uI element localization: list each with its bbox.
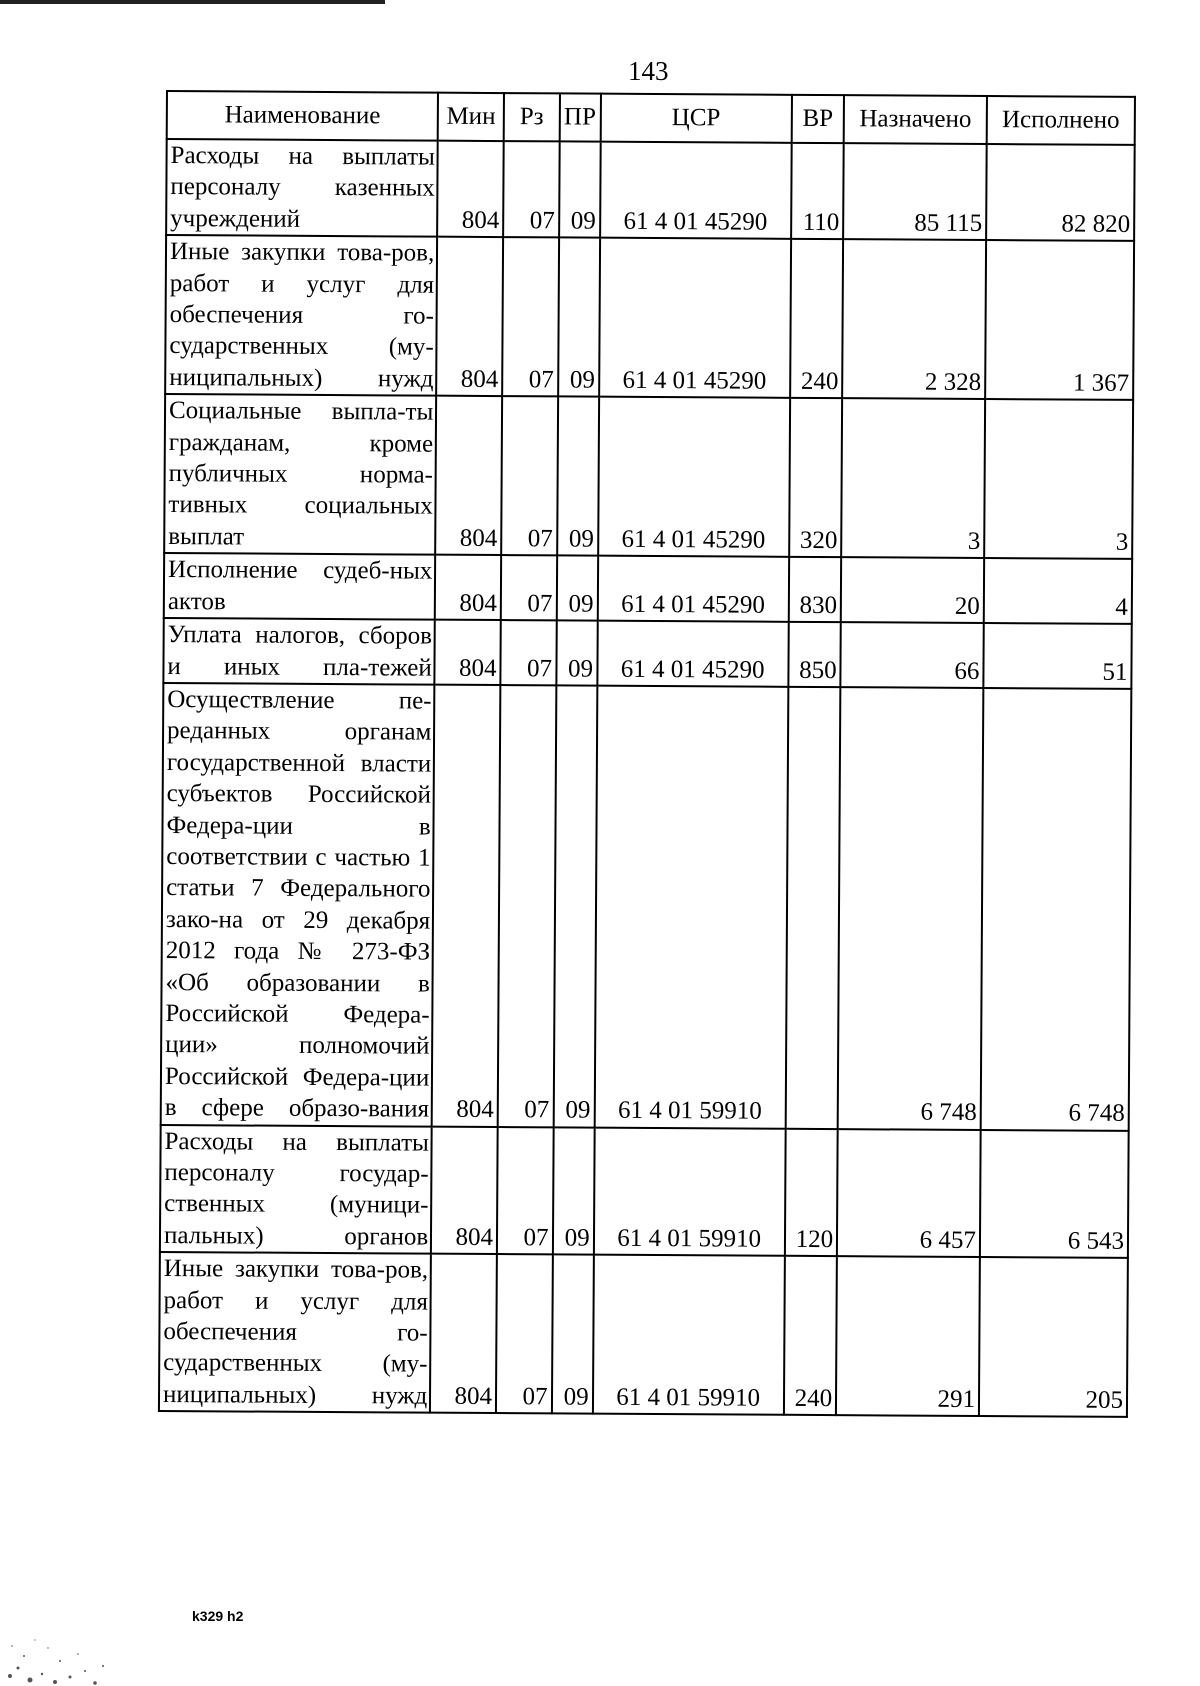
row-assigned-cell: 3 — [841, 398, 985, 558]
row-min-cell: 804 — [437, 141, 503, 238]
row-assigned-cell: 85 115 — [843, 143, 986, 240]
table-row — [161, 683, 1132, 1131]
header-csr: ЦСР — [600, 94, 791, 143]
row-executed-cell: 4 — [984, 558, 1132, 624]
row-assigned-cell: 6 748 — [838, 687, 984, 1130]
row-pr-cell: 09 — [553, 685, 597, 1127]
row-rz-cell: 07 — [503, 141, 559, 238]
row-csr-cell: 61 4 01 59910 — [594, 1127, 786, 1256]
row-name-cell: Расходы на выплаты персоналу казенных учреждений — [166, 139, 438, 237]
row-rz-cell: 07 — [501, 555, 557, 620]
row-assigned-cell: 20 — [841, 557, 984, 623]
row-csr-cell: 61 4 01 59910 — [594, 686, 788, 1129]
page-number: 143 — [628, 56, 669, 86]
header-vr: ВР — [791, 95, 844, 143]
row-assigned-cell: 291 — [836, 1256, 980, 1416]
scan-noise — [0, 1556, 120, 1686]
header-assigned: Назначено — [844, 95, 987, 144]
row-pr-cell: 09 — [552, 1127, 594, 1255]
table-row — [164, 394, 1133, 559]
row-min-cell: 804 — [436, 237, 503, 396]
row-csr-cell: 61 4 01 45290 — [600, 142, 792, 239]
header-pr: ПР — [559, 93, 600, 141]
row-min-cell: 804 — [432, 685, 500, 1127]
table-body — [159, 139, 1135, 1417]
row-min-cell: 804 — [431, 1126, 498, 1254]
table-row — [163, 618, 1131, 689]
table-row — [160, 1125, 1129, 1259]
row-csr-cell: 61 4 01 45290 — [599, 238, 791, 398]
row-vr-cell: 850 — [788, 622, 841, 687]
row-rz-cell: 07 — [498, 685, 556, 1127]
row-min-cell: 804 — [430, 1254, 497, 1413]
header-rz: Рз — [504, 93, 560, 141]
row-pr-cell: 09 — [559, 141, 601, 237]
row-name-cell: Осуществление пе-реданных органам государственной власти субъектов Российской Федера-ции в соответствии с частью 1 статьи 7 Федерального зако-на от 29 декабря 2012 года № 273-ФЗ «Об образовании в Российской Федера-ции» полномочий Российской Федера-ции в сфере образо-вания — [161, 683, 435, 1126]
footer-code: k329 h2 — [192, 1608, 244, 1624]
header-executed: Исполнено — [987, 96, 1135, 145]
row-name-cell: Расходы на выплаты персоналу государ-ственных (муници-пальных) органов — [160, 1125, 432, 1254]
table-header-row — [167, 91, 1135, 145]
row-pr-cell: 09 — [557, 397, 599, 556]
table-row — [159, 1252, 1128, 1417]
row-csr-cell: 61 4 01 45290 — [597, 621, 789, 687]
row-name-cell: Социальные выпла-ты гражданам, кроме публичных норма-тивных социальных выплат — [164, 394, 436, 555]
row-executed-cell: 1 367 — [985, 240, 1134, 400]
row-name-cell: Иные закупки това-ров, работ и услуг для обеспечения го-сударственных (му-ниципальных) нужд — [165, 235, 437, 396]
row-rz-cell: 07 — [496, 1254, 552, 1413]
table-row — [165, 235, 1134, 400]
row-assigned-cell: 66 — [841, 622, 984, 688]
row-pr-cell: 09 — [551, 1255, 593, 1414]
header-name: Наименование — [167, 91, 439, 141]
row-vr-cell: 320 — [789, 398, 842, 557]
row-executed-cell: 82 820 — [986, 144, 1135, 241]
row-name-cell: Иные закупки това-ров, работ и услуг для обеспечения го-сударственных (му-ниципальных) нужд — [159, 1252, 431, 1413]
row-executed-cell: 6 543 — [980, 1130, 1129, 1259]
row-rz-cell: 07 — [502, 237, 558, 396]
budget-table — [158, 90, 1136, 1418]
row-vr-cell: 830 — [789, 557, 842, 622]
row-executed-cell: 6 748 — [981, 688, 1132, 1131]
row-vr-cell: 110 — [791, 143, 844, 240]
row-min-cell: 804 — [435, 555, 501, 620]
row-pr-cell: 09 — [558, 238, 600, 397]
row-executed-cell: 3 — [984, 399, 1133, 559]
row-vr-cell — [785, 687, 840, 1129]
row-rz-cell: 07 — [497, 1127, 553, 1255]
row-pr-cell: 09 — [556, 556, 597, 621]
table-row — [164, 553, 1132, 624]
row-rz-cell: 07 — [501, 396, 557, 555]
row-rz-cell: 07 — [500, 620, 556, 685]
row-min-cell: 804 — [435, 396, 502, 555]
row-assigned-cell: 6 457 — [837, 1129, 981, 1257]
row-executed-cell: 205 — [979, 1257, 1128, 1417]
row-csr-cell: 61 4 01 45290 — [597, 556, 789, 622]
row-name-cell: Уплата налогов, сборов и иных пла-тежей — [163, 618, 435, 684]
row-csr-cell: 61 4 01 45290 — [598, 397, 790, 557]
row-min-cell: 804 — [435, 620, 501, 685]
row-csr-cell: 61 4 01 59910 — [593, 1255, 785, 1415]
table-row — [166, 139, 1135, 241]
row-vr-cell: 120 — [785, 1128, 838, 1256]
header-min: Мин — [438, 93, 504, 141]
top-edge-rule — [0, 0, 385, 4]
row-vr-cell: 240 — [784, 1256, 837, 1415]
row-pr-cell: 09 — [556, 620, 597, 685]
row-vr-cell: 240 — [790, 239, 843, 398]
row-assigned-cell: 2 328 — [842, 239, 986, 399]
row-name-cell: Исполнение судеб-ных актов — [164, 553, 436, 619]
row-executed-cell: 51 — [983, 623, 1131, 689]
